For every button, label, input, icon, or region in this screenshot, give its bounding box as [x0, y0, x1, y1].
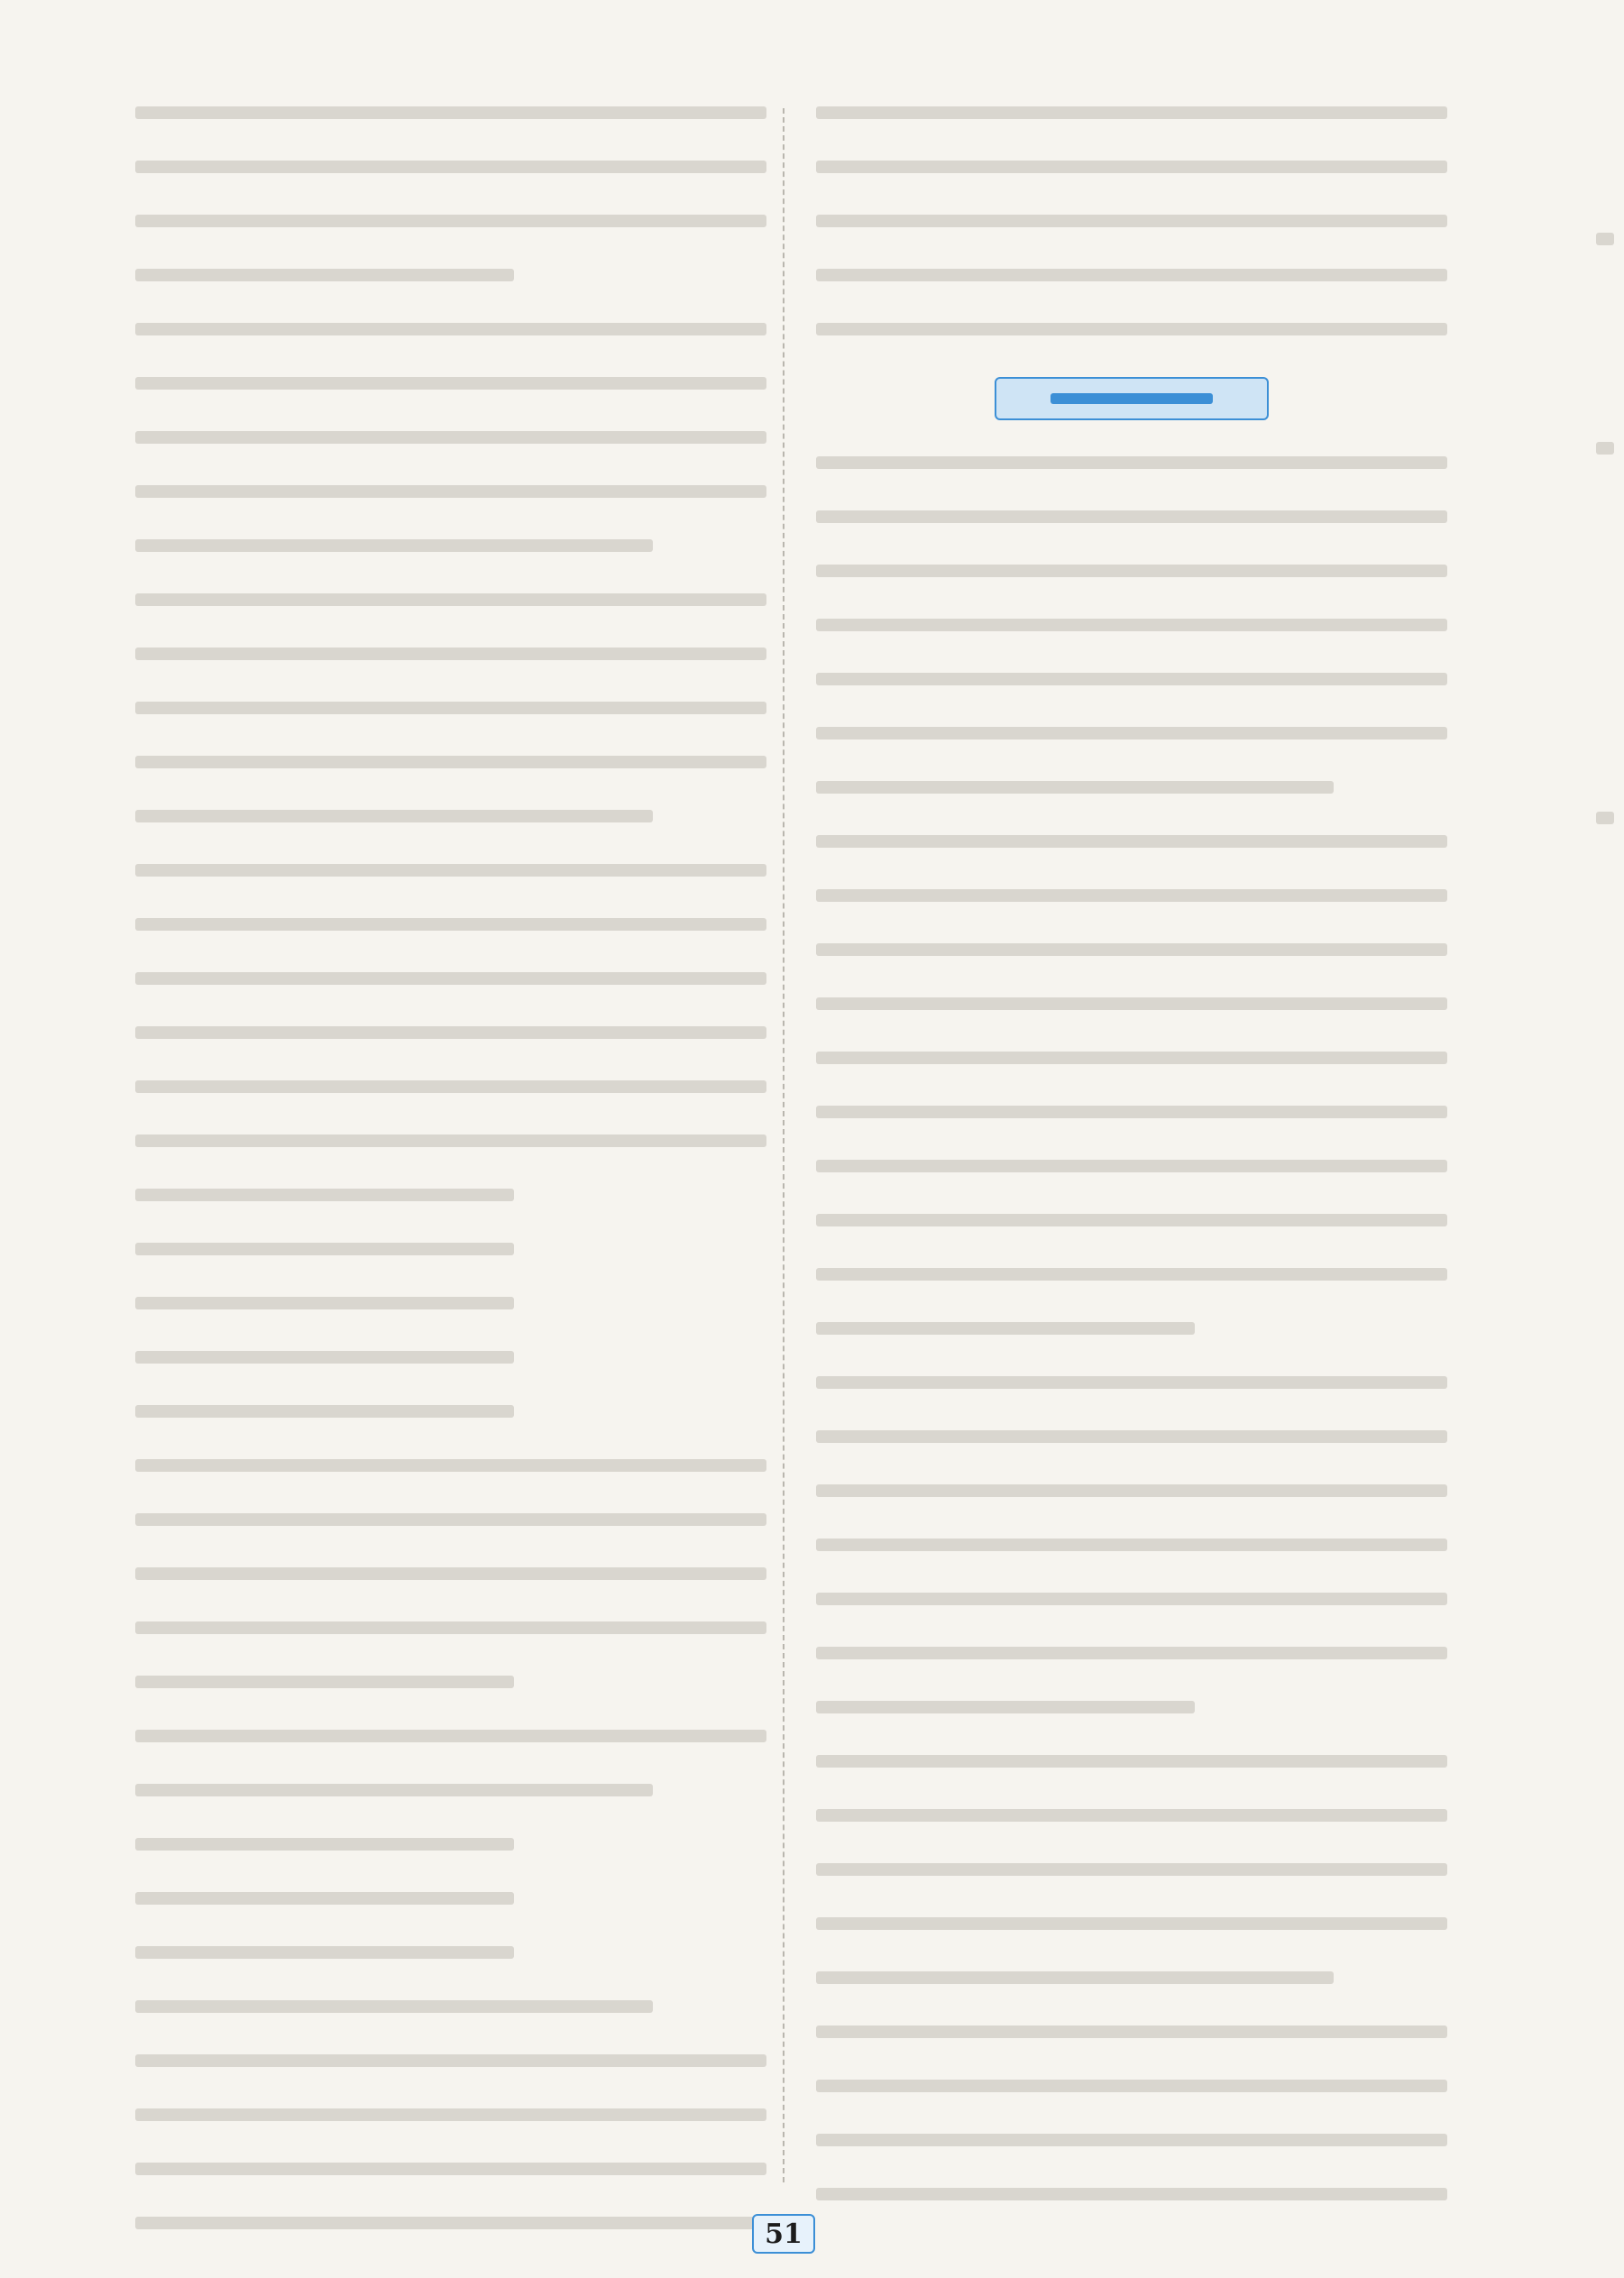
page-number: 51 [752, 2214, 815, 2254]
text-line [816, 1106, 1447, 1118]
text-line [135, 2108, 766, 2121]
right-column [816, 106, 1447, 2163]
text-line [816, 619, 1447, 631]
text-line [816, 1052, 1447, 1064]
text-line [816, 835, 1447, 848]
text-line [816, 727, 1447, 739]
edge-text-fragment [1596, 442, 1614, 455]
text-line [816, 1809, 1447, 1822]
text-line [135, 2000, 653, 2013]
text-line [816, 161, 1447, 173]
text-line [135, 1080, 766, 1093]
text-line [135, 810, 653, 822]
text-line [135, 1405, 514, 1418]
text-line [135, 161, 766, 173]
text-line [135, 1892, 514, 1905]
text-line [816, 1701, 1195, 1713]
text-line [135, 1351, 514, 1364]
text-line [816, 269, 1447, 281]
text-line [135, 864, 766, 877]
text-line [135, 1784, 653, 1796]
text-line [135, 539, 653, 552]
text-line [135, 2163, 766, 2175]
text-line [816, 1917, 1447, 1930]
text-line [135, 1567, 766, 1580]
text-line [816, 943, 1447, 956]
text-line [135, 1946, 514, 1959]
text-line [816, 1322, 1195, 1335]
text-line [135, 1513, 766, 1526]
text-line [135, 593, 766, 606]
text-line [135, 1730, 766, 1742]
left-column [135, 106, 766, 2163]
text-line [135, 1838, 514, 1851]
text-line [816, 323, 1447, 335]
text-line [135, 1621, 766, 1634]
text-line [135, 1026, 766, 1039]
text-line [816, 565, 1447, 577]
text-line [816, 510, 1447, 523]
text-line [135, 485, 766, 498]
text-line [816, 2188, 1447, 2200]
text-line [135, 702, 766, 714]
text-line [135, 756, 766, 768]
text-line [135, 1459, 766, 1472]
text-line [816, 889, 1447, 902]
text-line [135, 431, 766, 444]
text-line [135, 972, 766, 985]
text-line [816, 1755, 1447, 1768]
text-line [816, 1971, 1334, 1984]
text-line [816, 2025, 1447, 2038]
text-line [816, 1376, 1447, 1389]
text-line [816, 781, 1334, 794]
text-line [135, 1297, 514, 1309]
text-line [135, 269, 514, 281]
text-line [135, 323, 766, 335]
text-line [816, 215, 1447, 227]
text-line [816, 1647, 1447, 1659]
text-line [816, 1268, 1447, 1281]
text-line [816, 1863, 1447, 1876]
text-line [135, 2217, 766, 2229]
text-line [816, 1539, 1447, 1551]
text-line [816, 997, 1447, 1010]
text-line [816, 1593, 1447, 1605]
edge-text-fragment [1596, 233, 1614, 245]
text-line [816, 1214, 1447, 1226]
edge-text-fragment [1596, 812, 1614, 824]
text-line [816, 1160, 1447, 1172]
text-line [816, 106, 1447, 119]
text-line [135, 377, 766, 390]
text-line [135, 648, 766, 660]
text-line [816, 456, 1447, 469]
heading-text [1051, 393, 1213, 404]
section-heading [995, 377, 1269, 420]
text-line [816, 2134, 1447, 2146]
text-line [816, 673, 1447, 685]
text-line [135, 1243, 514, 1255]
text-line [135, 1134, 766, 1147]
text-line [135, 1676, 514, 1688]
text-line [816, 2080, 1447, 2092]
text-line [816, 1484, 1447, 1497]
text-line [135, 918, 766, 931]
text-line [135, 1189, 514, 1201]
text-line [135, 2054, 766, 2067]
text-line [135, 106, 766, 119]
text-line [135, 215, 766, 227]
text-line [816, 1430, 1447, 1443]
column-divider [783, 108, 784, 2182]
